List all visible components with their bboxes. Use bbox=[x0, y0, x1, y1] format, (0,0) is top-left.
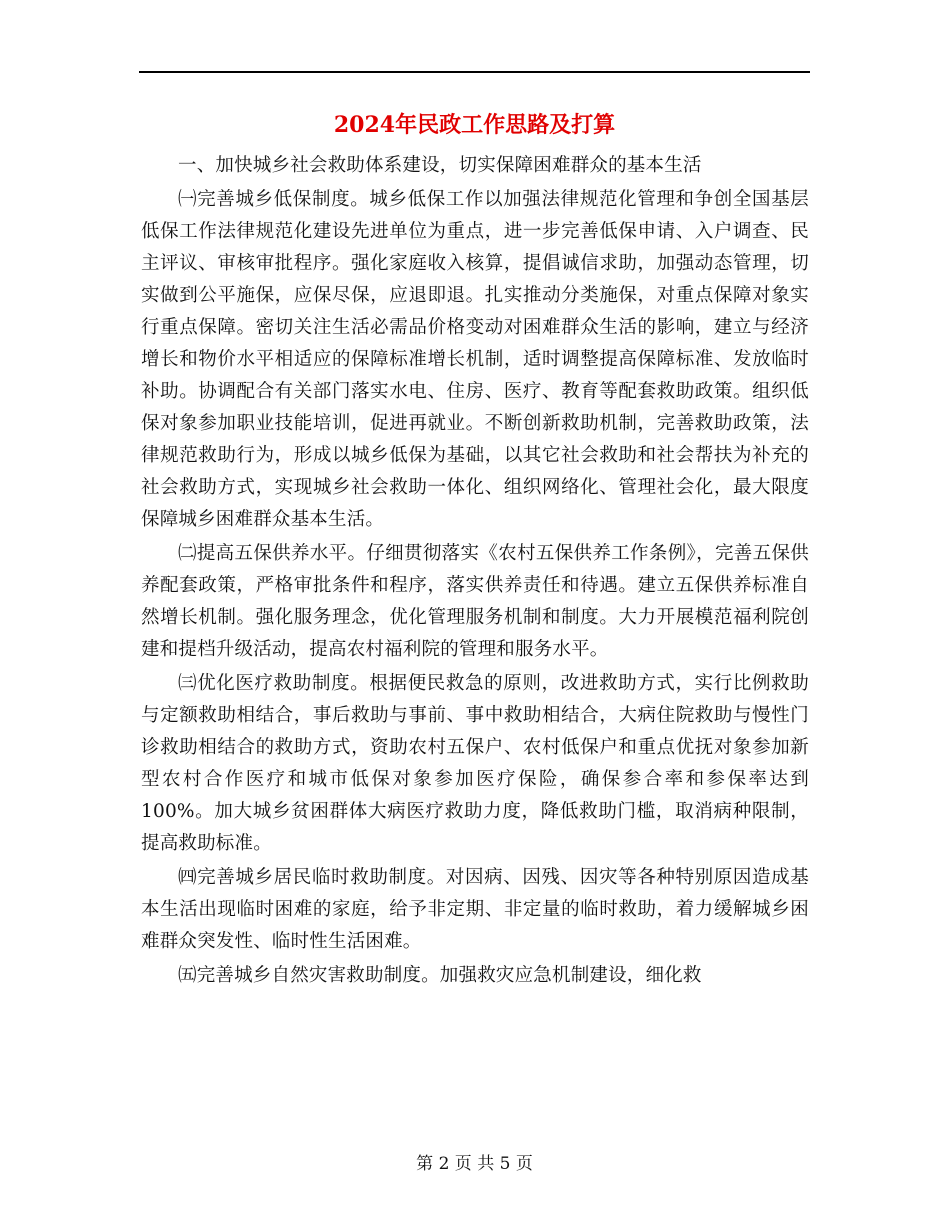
document-title: 2024年民政工作思路及打算 bbox=[333, 112, 616, 138]
document-body bbox=[141, 150, 809, 994]
paragraph-disaster-relief: ㈤完善城乡自然灾害救助制度。加强救灾应急机制建设，细化救 bbox=[178, 965, 702, 986]
paragraph-medical-assistance: ㈢优化医疗救助制度。根据便民救急的原则，改进救助方式，实行比例救助与定额救助相结合，事后救助与事前、事中救助相结合，大病住院救助与慢性门诊救助相结合的救助方式，资助农村五保户、农村低保户和重点优抚对象参加新型农村合作医疗和城市低保对象参加医疗保险，确保参合率和参保率达到100%。加大城乡贫困群体大病医疗救助力度，降低救助门槛，取消病种限制，提高救助标准。 bbox=[141, 673, 809, 854]
paragraph-temporary-assistance: ㈣完善城乡居民临时救助制度。对因病、因残、因灾等各种特别原因造成基本生活出现临时困难的家庭，给予非定期、非定量的临时救助，着力缓解城乡困难群众突发性、临时性生活困难。 bbox=[141, 867, 809, 952]
page-number: 第 2 页 共 5 页 bbox=[416, 1154, 533, 1174]
section-heading: 一、加快城乡社会救助体系建设，切实保障困难群众的基本生活 bbox=[178, 155, 702, 176]
paragraph-five-guarantees: ㈡提高五保供养水平。仔细贯彻落实《农村五保供养工作条例》，完善五保供养配套政策，严格审批条件和程序，落实供养责任和待遇。建立五保供养标准自然增长机制。强化服务理念，优化管理服务机制和制度。大力开展模范福利院创建和提档升级活动，提高农村福利院的管理和服务水平。 bbox=[141, 543, 809, 660]
header-rule bbox=[139, 71, 810, 73]
paragraph-low-income-security: ㈠完善城乡低保制度。城乡低保工作以加强法律规范化管理和争创全国基层低保工作法律规范化建设先进单位为重点，进一步完善低保申请、入户调查、民主评议、审核审批程序。强化家庭收入核算，提倡诚信求助，加强动态管理，切实做到公平施保，应保尽保，应退即退。扎实推动分类施保，对重点保障对象实行重点保障。密切关注生活必需品价格变动对困难群众生活的影响，建立与经济增长和物价水平相适应的保障标准增长机制，适时调整提高保障标准、发放临时补助。协调配合有关部门落实水电、住房、医疗、教育等配套救助政策。组织低保对象参加职业技能培训，促进再就业。不断创新救助机制，完善救助政策，法律规范救助行为，形成以城乡低保为基础，以其它社会救助和社会帮扶为补充的社会救助方式，实现城乡社会救助一体化、组织网络化、管理社会化，最大限度保障城乡困难群众基本生活。 bbox=[141, 189, 809, 530]
